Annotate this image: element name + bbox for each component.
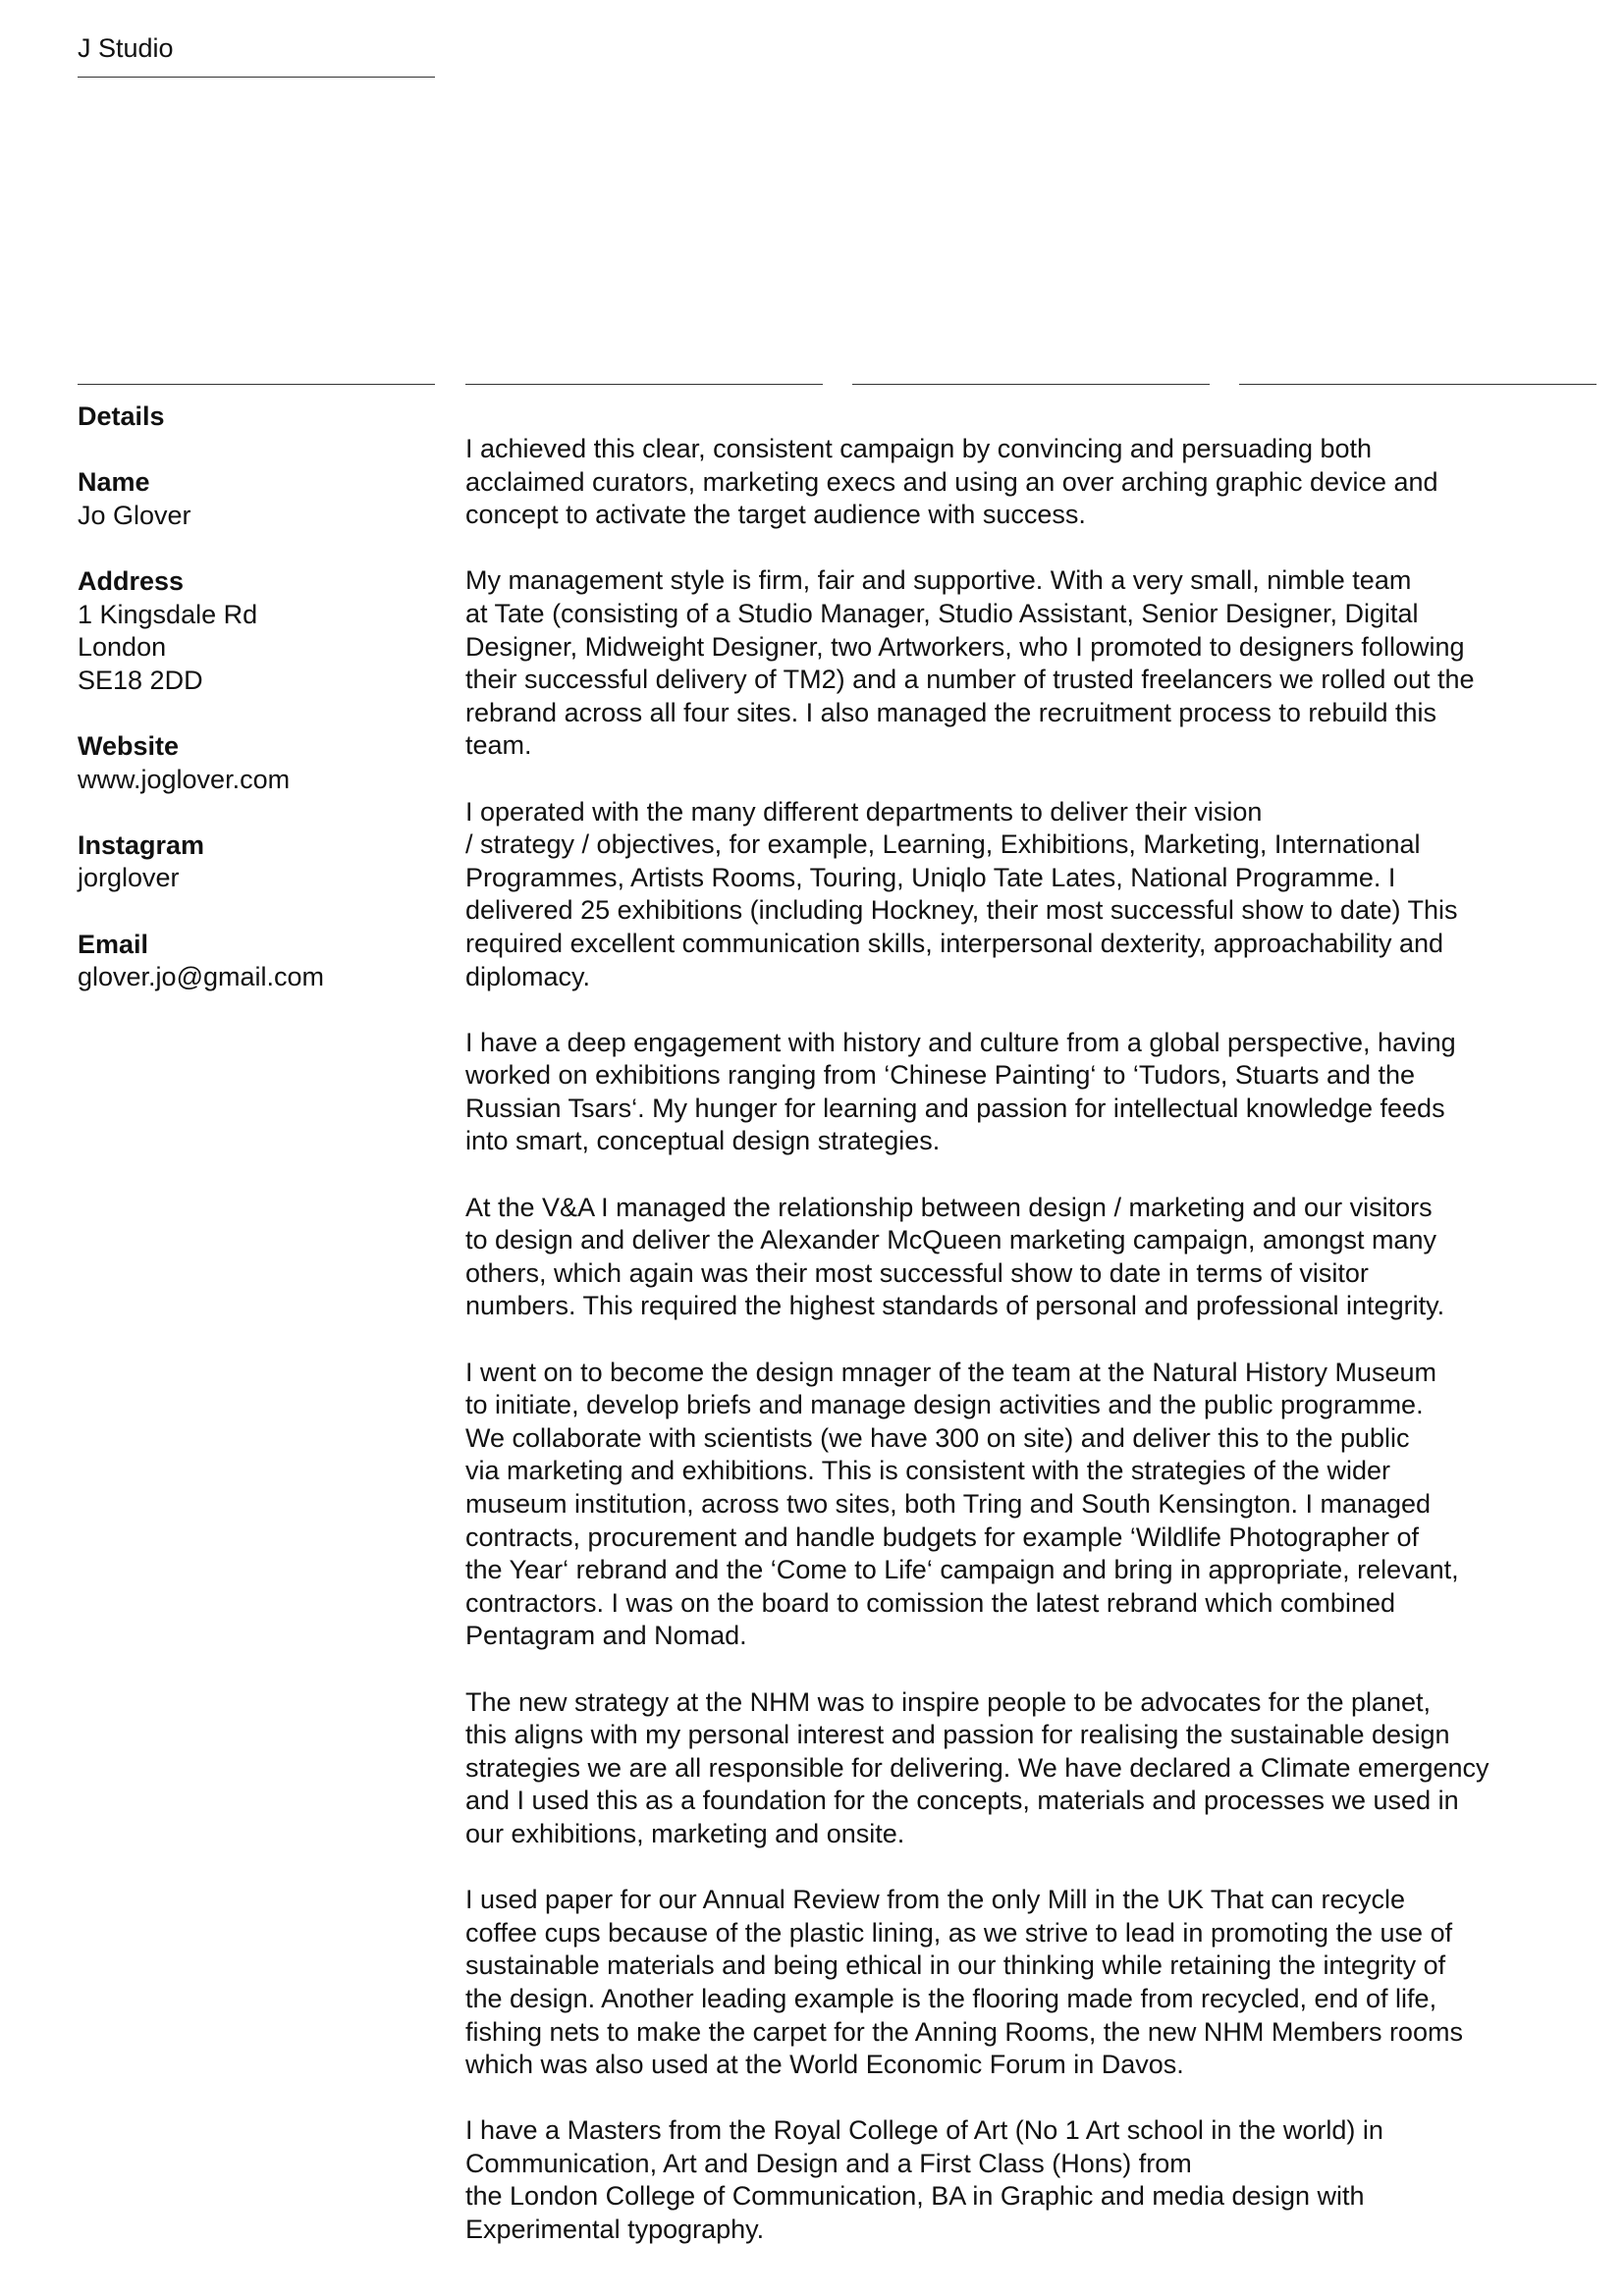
paragraph-line: The new strategy at the NHM was to inspire people to be advocates for the planet, [465, 1686, 1432, 1717]
paragraph-line: contractors. I was on the board to comission the latest rebrand which combined [465, 1587, 1395, 1618]
body-paragraph [465, 1884, 1604, 2082]
body-paragraph [465, 2114, 1604, 2246]
column-divider-1 [78, 384, 435, 385]
paragraph-line: the London College of Communication, BA in Graphic and media design with [465, 2181, 1365, 2212]
detail-value: 1 Kingsdale Rd [78, 599, 258, 629]
paragraph-line: worked on exhibitions ranging from ‘Chinese Painting‘ to ‘Tudors, Stuarts and the [465, 1060, 1416, 1091]
body-paragraph [465, 796, 1604, 994]
details-heading: Details [78, 401, 165, 431]
paragraph-line: Designer, Midweight Designer, two Artworkers, who I promoted to designers following [465, 631, 1465, 662]
paragraph-line: Pentagram and Nomad. [465, 1621, 747, 1651]
body-paragraph [465, 433, 1604, 532]
details-sidebar [78, 400, 431, 1027]
brand-name: J Studio [78, 33, 174, 63]
detail-label: Instagram [78, 829, 205, 860]
paragraph-line: coffee cups because of the plastic lining, as we strive to lead in promoting the use of [465, 1917, 1453, 1948]
body-paragraph [465, 1027, 1604, 1158]
paragraph-line: contracts, procurement and handle budgets for example ‘Wildlife Photographer of [465, 1522, 1420, 1552]
detail-label: Email [78, 929, 149, 959]
paragraph-line: this aligns with my personal interest and passion for realising the sustainable design [465, 1720, 1450, 1750]
detail-value: glover.jo@gmail.com [78, 962, 325, 992]
paragraph-line: acclaimed curators, marketing execs and using an over arching graphic device and [465, 466, 1438, 497]
paragraph-line: strategies we are all responsible for delivering. We have declared a Climate emergency [465, 1752, 1489, 1783]
header-divider [78, 77, 435, 78]
paragraph-line: I have a Masters from the Royal College of Art (No 1 Art school in the world) in [465, 2115, 1383, 2146]
paragraph-line: At the V&A I managed the relationship between design / marketing and our visitors [465, 1192, 1433, 1222]
body-paragraph [465, 564, 1604, 763]
paragraph-line: via marketing and exhibitions. This is consistent with the strategies of the wider [465, 1456, 1390, 1486]
paragraph-line: the Year‘ rebrand and the ‘Come to Life‘ campaign and bring in appropriate, relevant, [465, 1555, 1459, 1585]
paragraph-line: I used paper for our Annual Review from the only Mill in the UK That can recycle [465, 1885, 1405, 1915]
detail-label: Address [78, 565, 185, 596]
paragraph-line: at Tate (consisting of a Studio Manager, Studio Assistant, Senior Designer, Digital [465, 598, 1419, 628]
detail-field-name [78, 466, 431, 532]
paragraph-line: / strategy / objectives, for example, Learning, Exhibitions, Marketing, International [465, 829, 1421, 860]
paragraph-line: fishing nets to make the carpet for the Anning Rooms, the new NHM Members rooms [465, 2016, 1463, 2047]
paragraph-line: I achieved this clear, consistent campaign by convincing and persuading both [465, 434, 1373, 463]
detail-value: London [78, 632, 167, 663]
detail-value: SE18 2DD [78, 665, 203, 695]
paragraph-line: museum institution, across two sites, both Tring and South Kensington. I managed [465, 1489, 1432, 1519]
detail-field-website [78, 730, 431, 796]
column-divider-4 [1239, 384, 1597, 385]
paragraph-line: sustainable materials and being ethical in our thinking while retaining the integrity of [465, 1950, 1446, 1981]
detail-field-address [78, 565, 431, 697]
paragraph-line: others, which again was their most successful show to date in terms of visitor [465, 1257, 1369, 1288]
body-paragraph [465, 1192, 1604, 1323]
paragraph-line: I have a deep engagement with history and culture from a global perspective, having [465, 1027, 1456, 1057]
paragraph-line: concept to activate the target audience with success. [465, 500, 1086, 530]
detail-value: www.joglover.com [78, 764, 291, 794]
detail-value: Jo Glover [78, 500, 191, 530]
paragraph-line: our exhibitions, marketing and onsite. [465, 1818, 905, 1848]
paragraph-line: their successful delivery of TM2) and a number of trusted freelancers we rolled out the [465, 665, 1475, 695]
paragraph-line: We collaborate with scientists (we have 300 on site) and deliver this to the public [465, 1422, 1410, 1453]
paragraph-line: team. [465, 730, 532, 761]
paragraph-line: into smart, conceptual design strategies. [465, 1126, 941, 1156]
detail-label: Name [78, 467, 150, 498]
detail-value: jorglover [78, 863, 180, 893]
paragraph-line: to initiate, develop briefs and manage design activities and the public programme. [465, 1390, 1424, 1420]
column-divider-2 [465, 384, 823, 385]
paragraph-line: rebrand across all four sites. I also managed the recruitment process to rebuild this [465, 697, 1436, 727]
body-paragraph [465, 1357, 1604, 1653]
paragraph-line: to design and deliver the Alexander McQueen marketing campaign, amongst many [465, 1225, 1437, 1255]
body-paragraph [465, 1686, 1604, 1851]
paragraph-line: the design. Another leading example is the flooring made from recycled, end of life, [465, 1983, 1437, 2013]
paragraph-line: Experimental typography. [465, 2215, 765, 2245]
paragraph-line: delivered 25 exhibitions (including Hockney, their most successful show to date) This [465, 895, 1458, 926]
detail-field-instagram [78, 829, 431, 895]
cover-letter-body [465, 433, 1604, 2279]
column-divider-3 [852, 384, 1210, 385]
detail-label: Website [78, 730, 180, 761]
paragraph-line: Russian Tsars‘. My hunger for learning and passion for intellectual knowledge feeds [465, 1093, 1445, 1123]
paragraph-line: I operated with the many different departments to deliver their vision [465, 796, 1263, 827]
paragraph-line: numbers. This required the highest standards of personal and professional integrity. [465, 1291, 1445, 1321]
paragraph-line: and I used this as a foundation for the concepts, materials and processes we used in [465, 1786, 1459, 1816]
paragraph-line: which was also used at the World Economic Forum in Davos. [465, 2050, 1184, 2080]
paragraph-line: required excellent communication skills, interpersonal dexterity, approachability and [465, 928, 1444, 958]
detail-field-email [78, 929, 431, 994]
paragraph-line: diplomacy. [465, 961, 591, 991]
paragraph-line: I went on to become the design mnager of the team at the Natural History Museum [465, 1357, 1437, 1387]
paragraph-line: My management style is firm, fair and supportive. With a very small, nimble team [465, 565, 1412, 596]
paragraph-line: Communication, Art and Design and a First Class (Hons) from [465, 2148, 1192, 2178]
paragraph-line: Programmes, Artists Rooms, Touring, Uniqlo Tate Lates, National Programme. I [465, 862, 1396, 892]
